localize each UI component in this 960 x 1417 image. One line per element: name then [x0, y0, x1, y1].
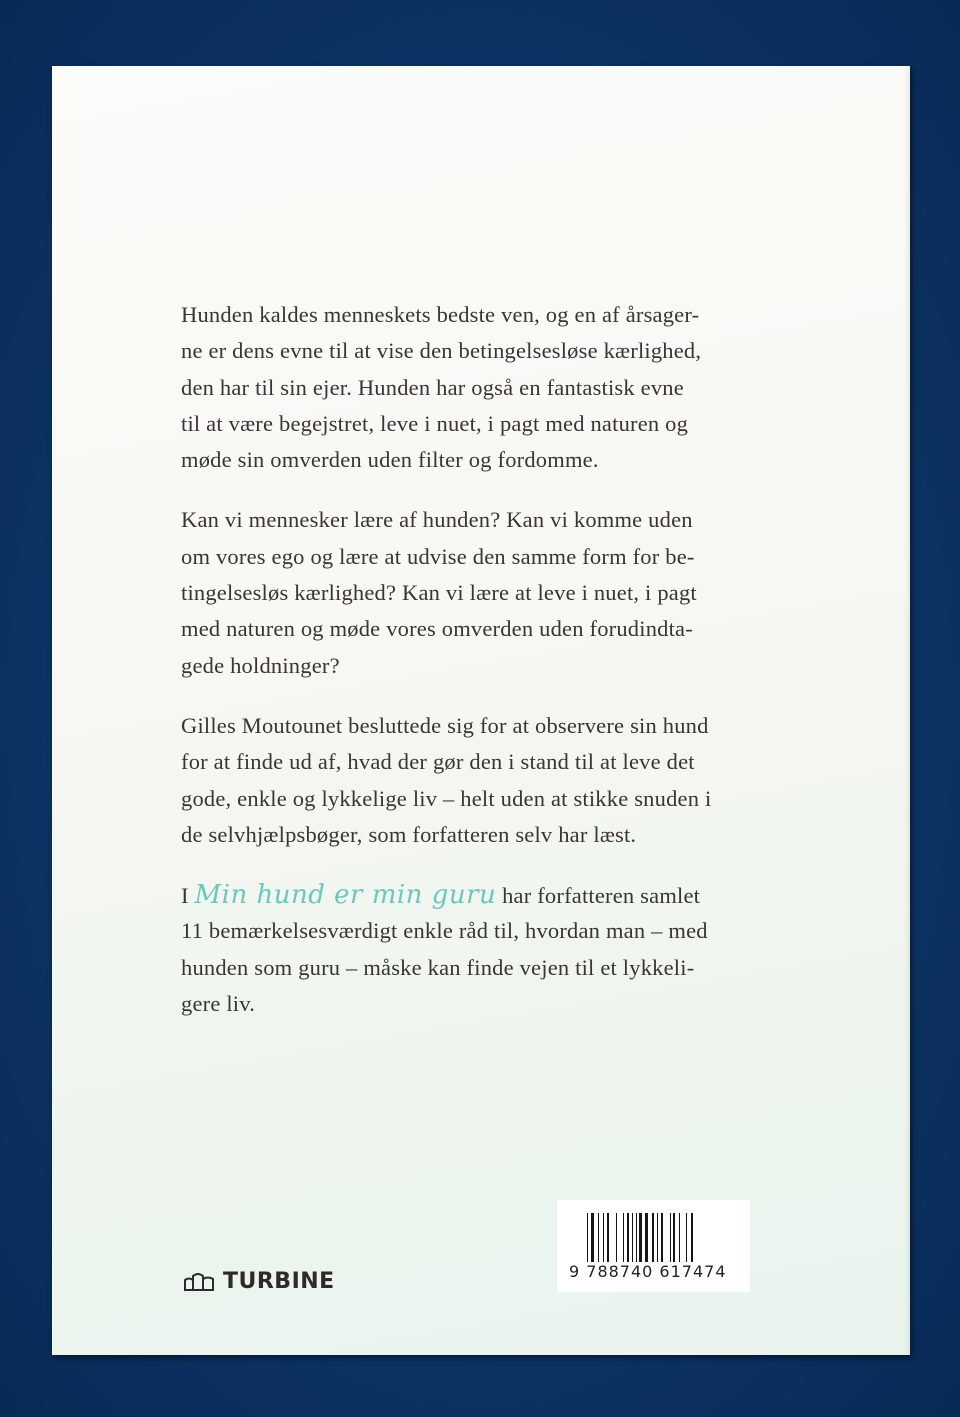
paragraph-1: [181, 297, 791, 478]
book-back-cover: [52, 66, 910, 1355]
text-line: Kan vi mennesker lære af hunden? Kan vi komme uden: [181, 507, 693, 533]
text-prefix: I: [181, 883, 195, 909]
text-line: Gilles Moutounet besluttede sig for at observere sin hund: [181, 712, 709, 738]
text-rest: har forfatteren samlet: [496, 883, 701, 909]
text-line: til at være begejstret, leve i nuet, i pagt med naturen og: [181, 410, 689, 436]
paragraph-3: [181, 708, 791, 853]
isbn-barcode: [557, 1200, 750, 1292]
text-line: for at finde ud af, hvad der gør den i stand til at leve det: [181, 749, 695, 775]
text-line: 11 bemærkelsesværdigt enkle råd til, hvordan man – med: [181, 918, 708, 944]
text-line: møde sin omverden uden filter og fordomme.: [181, 447, 599, 473]
text-line: om vores ego og lære at udvise den samme form for be-: [181, 543, 695, 569]
book-title: Min hund er min guru: [194, 880, 497, 911]
text-line: gere liv.: [181, 991, 256, 1017]
text-line: gode, enkle og lykkelige liv – helt uden at stikke snuden i: [181, 785, 712, 811]
text-line: den har til sin ejer. Hunden har også en fantastisk evne: [181, 374, 684, 400]
publisher-logo: [183, 1269, 335, 1294]
text-line: de selvhjælpsbøger, som forfatteren selv har læst.: [181, 821, 637, 847]
publisher-name: TURBINE: [223, 1269, 335, 1294]
text-line: med naturen og møde vores omverden uden forudindta-: [181, 616, 693, 642]
book-fan-icon: [183, 1272, 215, 1292]
text-line: Hunden kaldes menneskets bedste ven, og en af årsager-: [181, 302, 700, 327]
paragraph-4: [181, 877, 791, 1022]
text-line: gede holdninger?: [181, 652, 340, 678]
paragraph-2: [181, 502, 791, 683]
text-line: ne er dens evne til at vise den betingelsesløse kærlighed,: [181, 338, 702, 364]
text-line: [181, 877, 791, 913]
text-line: hunden som guru – måske kan finde vejen til et lykkeli-: [181, 954, 695, 980]
isbn-number: 9 788740 617474: [569, 1262, 727, 1281]
blurb: [181, 297, 791, 1046]
text-line: tingelsesløs kærlighed? Kan vi lære at leve i nuet, i pagt: [181, 580, 697, 606]
